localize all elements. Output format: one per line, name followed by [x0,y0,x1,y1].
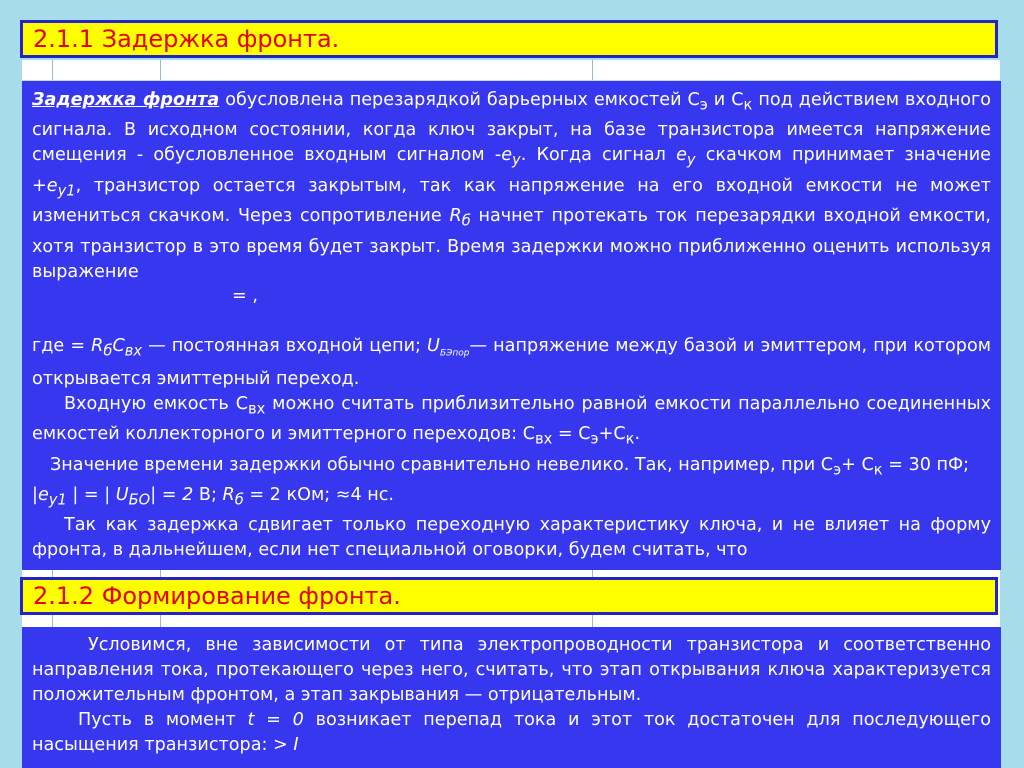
paragraph: Пусть в момент t = 0 возникает перепад тока и этот ток достаточен для последующего насыщения транзистора: > I [32,709,991,755]
paragraph: Значение времени задержки обычно сравнительно невелико. Так, например, при $С_э+ С_к = 30$ пФ; [50,454,970,479]
section1-body [22,81,1001,570]
section1-title: 2.1.1 Задержка фронта. [20,20,998,58]
paragraph: Условимся, вне зависимости от типа электропроводности транзистора и соответственно направления тока, протекающего через него, считать, что этап открывания ключа характеризуется положительным фронтом, а этап закрывания — отрицательным. [32,635,991,705]
term: Задержка фронта [32,90,220,110]
formula: = , [232,286,258,307]
right-margin [1001,60,1024,768]
paragraph: $|e_{у1}$ | = | $U_{БО}| = 2$ В; $R_б = 2$ кОм; ≈4 нс. [32,485,395,509]
paragraph: где = $R_бC_{вх}$ — постоянная входной цепи; $U_{БЭпор}—$ напряжение между базой и эмиттером, при котором открывается эмиттерный переход. [32,336,991,389]
section2-title: 2.1.2 Формирование фронта. [20,577,998,615]
paragraph: Входную емкость $С_{вх}$ можно считать приблизительно равной емкости параллельно соединенных емкостей коллекторного и эмиттерного переходов: $С_{вх} = С_э+С_к$. [32,393,991,448]
paragraph: Так как задержка сдвигает только переходную характеристику ключа, и не влияет на форму фронта, в дальнейшем, если нет специальной оговорки, будем считать, что [32,515,991,561]
paragraph: Задержка фронта обусловлена перезарядкой барьерных емкостей $С_э$ и $С_к$ под действием входного сигнала. В исходном состоянии, когда ключ закрыт, на базе транзистора имеется напряжение смещения - обусловленное входным сигналом $-e_у$. Когда сигнал $e_у$ скачком принимает значение $+e_{у1}$, транзистор остается закрытым, так как напряжение на его входной емкости не может измениться скачком. Через сопротивление $R_б$ начнет протекать ток перезарядки входной емкости, хотя транзистор в это время будет закрыт. Время задержки можно приближенно оценить используя выражение [32,90,991,282]
section2-body [22,627,1001,768]
